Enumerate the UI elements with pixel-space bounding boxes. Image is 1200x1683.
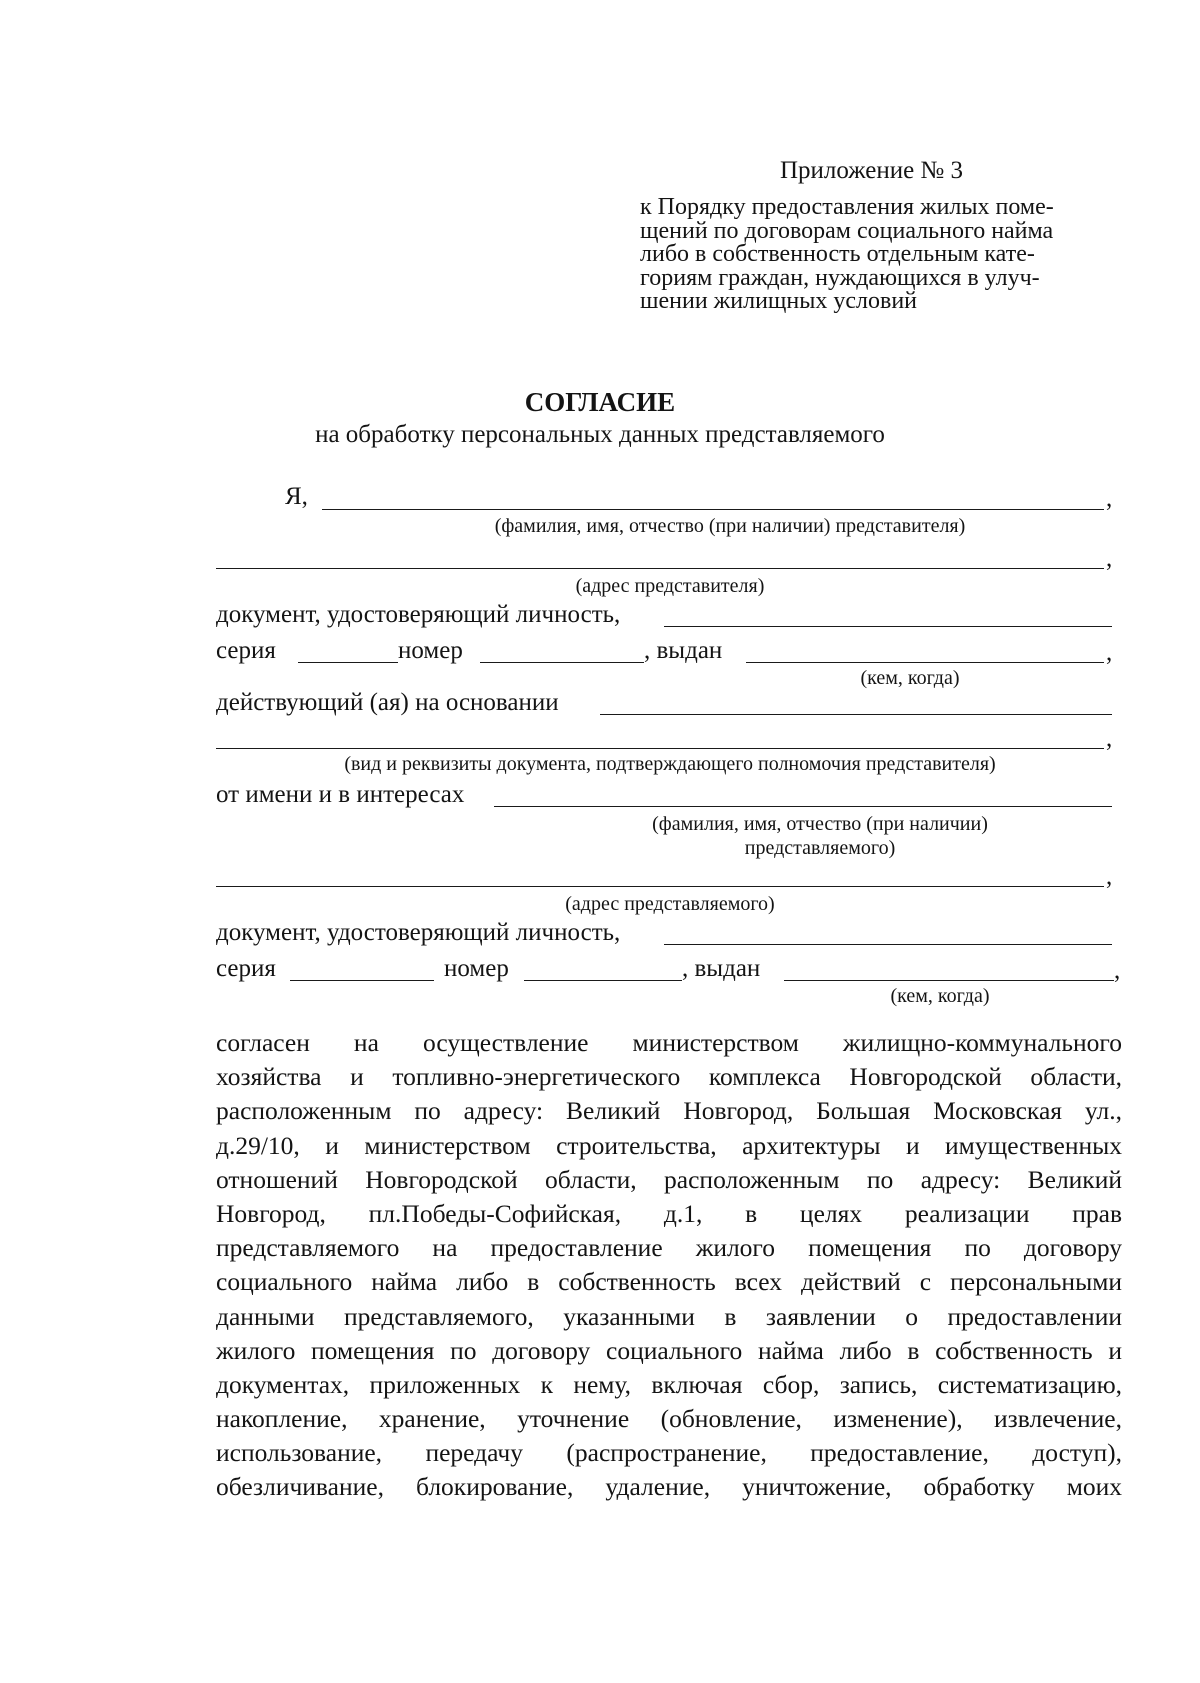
represented-series-field[interactable] (290, 980, 434, 981)
number-label: номер (398, 637, 463, 664)
authority-document-field[interactable] (216, 748, 1104, 749)
comma: , (1106, 639, 1113, 666)
acting-basis-label: действующий (ая) на основании (216, 689, 559, 716)
represented-name-caption: представляемого) (744, 837, 896, 859)
number-label: номер (444, 955, 509, 982)
document-subtitle: на обработку персональных данных представляемого (315, 421, 885, 448)
body-line: расположенным по адресу: Великий Новгород, Большая Московская ул., (216, 1096, 1122, 1126)
representative-id-document-field[interactable] (664, 626, 1112, 627)
represented-id-document-field[interactable] (664, 944, 1112, 945)
comma: , (1106, 725, 1113, 752)
issued-caption: (кем, когда) (860, 667, 960, 689)
i-label: Я, (285, 483, 308, 510)
appendix-line: к Порядку предоставления жилых поме- (640, 194, 1054, 220)
appendix-line: шении жилищных условий (640, 288, 918, 315)
appendix-line: гориям граждан, нуждающихся в улуч- (640, 264, 1040, 291)
represented-issued-field[interactable] (784, 980, 1114, 981)
issued-label: , выдан (644, 637, 723, 664)
body-line: накопление, хранение, уточнение (обновление, изменение), извлечение, (216, 1404, 1122, 1434)
body-line: хозяйства и топливно-энергетического комплекса Новгородской области, (216, 1062, 1122, 1092)
body-line: д.29/10, и министерством строительства, архитектуры и имущественных (216, 1130, 1122, 1160)
comma: , (1106, 863, 1113, 890)
representative-name-field[interactable] (322, 509, 1104, 510)
body-line: представляемого на предоставление жилого помещения по договору (216, 1233, 1122, 1263)
issued-caption: (кем, когда) (890, 985, 990, 1007)
id-document-label: документ, удостоверяющий личность, (216, 601, 621, 628)
body-line: данными представляемого, указанными в заявлении о предоставлении (216, 1301, 1122, 1331)
id-document-label: документ, удостоверяющий личность, (216, 919, 621, 946)
appendix-title: Приложение № 3 (780, 157, 964, 184)
body-line: Новгород, пл.Победы-Софийская, д.1, в целях реализации прав (216, 1198, 1122, 1228)
body-line: обезличивание, блокирование, удаление, уничтожение, обработку моих (216, 1472, 1122, 1502)
appendix-line: щений по договорам социального найма (640, 217, 1054, 244)
on-behalf-label: от имени и в интересах (216, 781, 465, 808)
representative-series-field[interactable] (298, 662, 398, 663)
representative-address-caption: (адрес представителя) (575, 575, 765, 597)
body-line: социального найма либо в собственность всех действий с персональными (216, 1267, 1122, 1297)
represented-number-field[interactable] (524, 980, 682, 981)
representative-issued-field[interactable] (746, 662, 1104, 663)
acting-basis-field[interactable] (600, 714, 1112, 715)
represented-name-field[interactable] (494, 806, 1112, 807)
consent-body (216, 1026, 1122, 1505)
appendix-reference (640, 196, 1140, 314)
series-label: серия (216, 637, 276, 664)
issued-label: , выдан (682, 955, 761, 982)
authority-document-caption: (вид и реквизиты документа, подтверждающего полномочия представителя) (344, 753, 996, 775)
representative-name-caption: (фамилия, имя, отчество (при наличии) представителя) (494, 515, 966, 537)
body-line: жилого помещения по договору социального найма либо в собственность и (216, 1335, 1122, 1365)
appendix-line: либо в собственность отдельным кате- (640, 241, 1035, 268)
represented-address-caption: (адрес представляемого) (565, 893, 775, 915)
series-label: серия (216, 955, 276, 982)
body-line: документах, приложенных к нему, включая сбор, запись, систематизацию, (216, 1369, 1122, 1399)
representative-number-field[interactable] (480, 662, 644, 663)
comma: , (1106, 545, 1113, 572)
representative-address-field[interactable] (216, 568, 1104, 569)
body-line: отношений Новгородской области, расположенным по адресу: Великий (216, 1164, 1122, 1194)
comma: , (1106, 485, 1113, 512)
body-line: использование, передачу (распространение, предоставление, доступ), (216, 1438, 1122, 1468)
body-line: согласен на осуществление министерством жилищно-коммунального (216, 1028, 1122, 1057)
represented-address-field[interactable] (216, 886, 1104, 887)
document-title: СОГЛАСИЕ (524, 387, 676, 417)
comma: , (1114, 957, 1121, 984)
represented-name-caption: (фамилия, имя, отчество (при наличии) (652, 813, 988, 835)
